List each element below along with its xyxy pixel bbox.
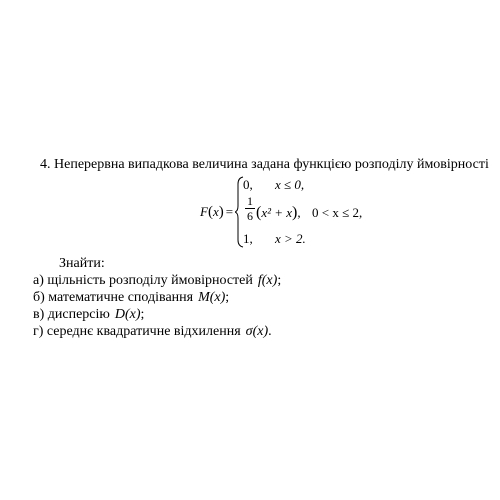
- task-item-density: а) щільність розподілу ймовірностей f(x);: [33, 273, 282, 288]
- task-item-expectation: б) математичне сподівання M(x);: [33, 290, 230, 305]
- distribution-function-formula: [197, 175, 377, 247]
- case-1-value: 0,: [243, 177, 253, 192]
- function-variable: x: [212, 204, 219, 219]
- task-item-std-deviation: г) середнє квадратичне відхилення σ(x).: [33, 324, 272, 339]
- case-3-condition: x > 2.: [275, 231, 306, 246]
- case-2-condition: 0 < x ≤ 2,: [312, 205, 363, 220]
- formula-lhs: F(x) =: [200, 204, 234, 220]
- case-1-condition: x ≤ 0,: [275, 177, 305, 192]
- find-label: Знайти:: [59, 256, 105, 271]
- task-item-variance: в) дисперсію D(x);: [33, 307, 145, 322]
- case-2-fraction: 1 6: [247, 194, 253, 223]
- problem-statement: 4. Неперервна випадкова величина задана функцією розподілу ймовірності: [40, 157, 489, 172]
- case-3-value: 1,: [243, 231, 253, 246]
- function-name: F: [200, 204, 208, 219]
- case-2-expression: (x² + x),: [256, 204, 301, 221]
- find-section: [33, 255, 281, 340]
